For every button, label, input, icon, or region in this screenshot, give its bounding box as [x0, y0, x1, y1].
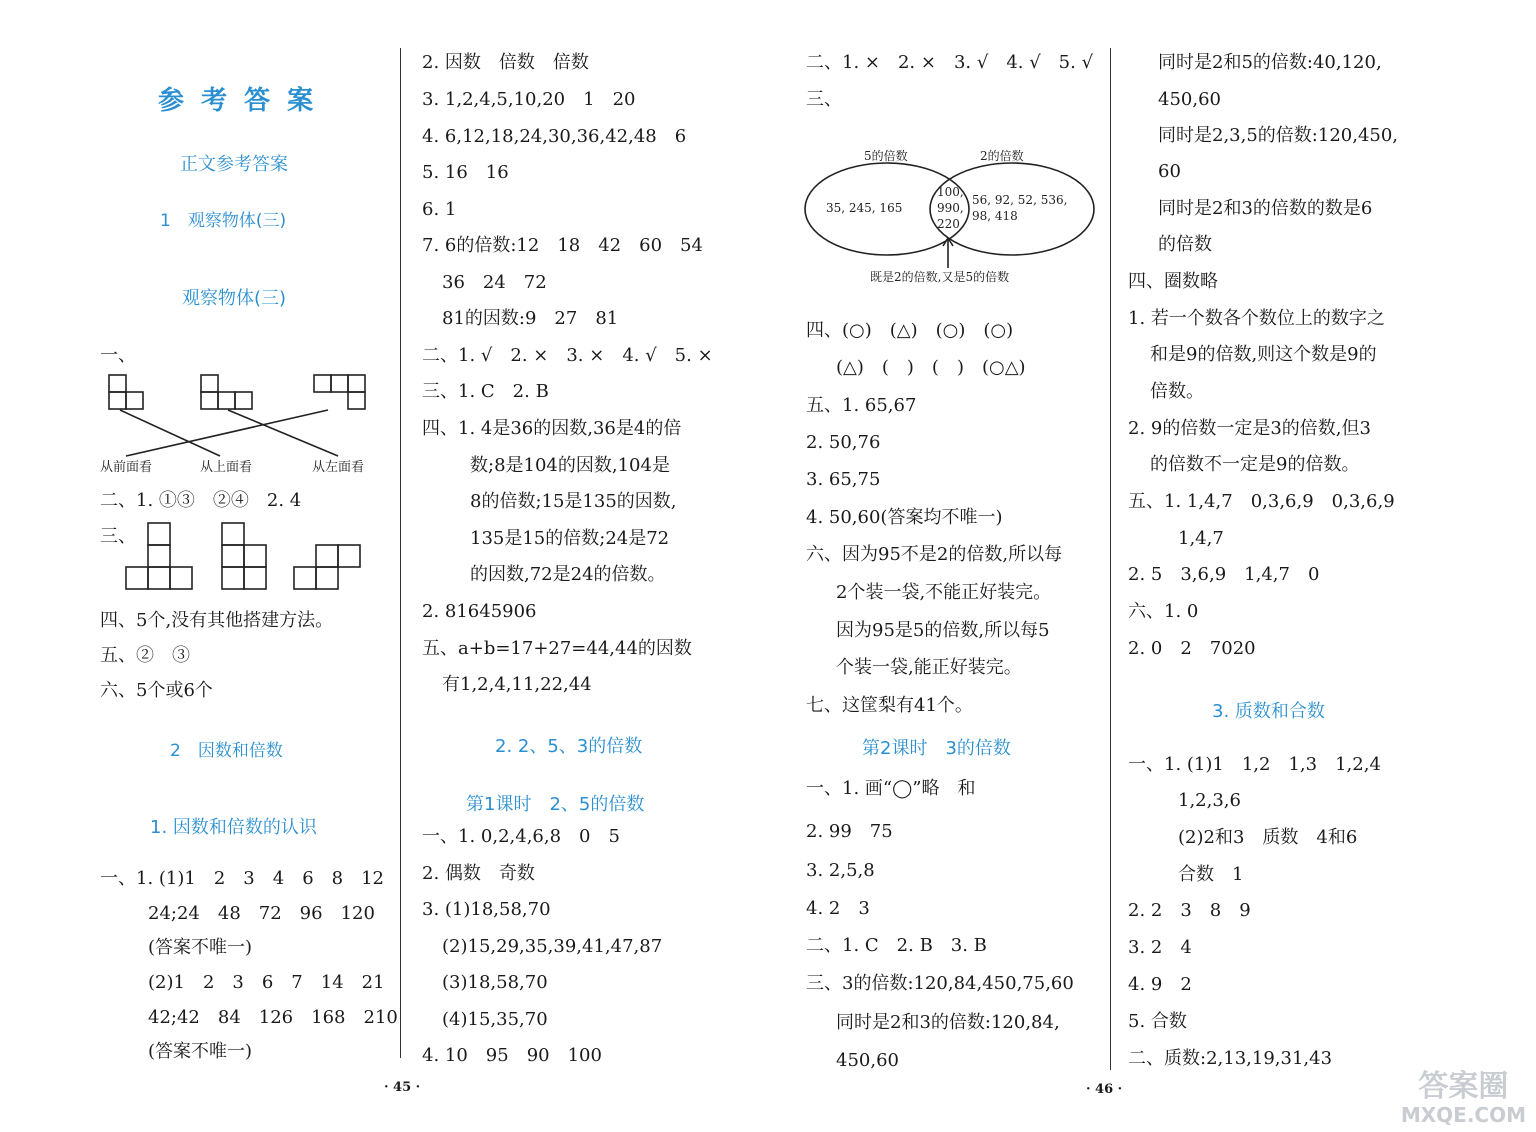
answer-line: 的因数,72是24的倍数。 [470, 564, 666, 585]
answer-line: 六、1. 0 [1128, 601, 1199, 622]
view-label-top: 从上面看 [200, 460, 253, 475]
lesson-heading-2-5: 第1课时 2、5的倍数 [466, 794, 645, 815]
answer-line: 2. 9的倍数一定是3的倍数,但3 [1128, 418, 1371, 439]
venn-right-only-1: 56, 92, 52, 536, [972, 193, 1068, 207]
answer-line: 2个装一袋,不能正好装完。 [836, 582, 1052, 603]
answer-line: 同时是2,3,5的倍数:120,450, [1158, 125, 1399, 146]
venn-label-right: 2的倍数 [980, 149, 1024, 163]
answer-line: (2)1 2 3 6 7 14 21 [148, 972, 385, 993]
lesson-heading-1: 观察物体(三) [182, 288, 287, 309]
answer-line: 1. 若一个数各个数位上的数字之 [1128, 308, 1385, 329]
answer-line: 4. 50,60(答案均不唯一) [806, 507, 1003, 528]
question-2: 二、1. ①③ ②④ 2. 4 [100, 490, 302, 511]
answer-line: 二、1. √ 2. × 3. × 4. √ 5. × [422, 345, 713, 366]
answer-line: 一、1. 画“◯”略 和 [806, 778, 976, 799]
venn-both-1: 100, [937, 185, 964, 199]
answer-line: 的倍数 [1158, 234, 1212, 255]
watermark-url: MXQE.COM [1400, 1103, 1526, 1127]
answer-line: 81的因数:9 27 81 [442, 308, 619, 329]
answer-line: (2)15,29,35,39,41,47,87 [442, 936, 663, 957]
answer-line: 二、1. × 2. × 3. √ 4. √ 5. √ [806, 52, 1094, 73]
question-4: 四、5个,没有其他搭建方法。 [100, 610, 334, 631]
cube-views-figure [120, 520, 380, 595]
page-number-left: · 45 · [384, 1080, 421, 1095]
view-label-front: 从前面看 [100, 460, 153, 475]
answer-line: 个装一袋,能正好装完。 [836, 657, 1022, 678]
answer-line: 因为95是5的倍数,所以每5 [836, 620, 1050, 641]
answer-line: 合数 1 [1178, 864, 1244, 885]
answer-line: 有1,2,4,11,22,44 [442, 674, 592, 695]
lesson-heading-2: 1. 因数和倍数的认识 [150, 817, 317, 838]
lesson-heading-3: 第2课时 3的倍数 [862, 738, 1011, 759]
question-5: 五、② ③ [100, 645, 190, 666]
answer-line: (答案不唯一) [148, 1041, 253, 1062]
answer-line: 2. 0 2 7020 [1128, 638, 1256, 659]
answer-line: 42;42 84 126 168 210 [148, 1007, 398, 1028]
answer-line: 2. 50,76 [806, 432, 881, 453]
answer-line: 一、1. 0,2,4,6,8 0 5 [422, 826, 620, 847]
answer-line: 和是9的倍数,则这个数是9的 [1150, 344, 1377, 365]
answer-line: 3. (1)18,58,70 [422, 899, 551, 920]
answer-line: 4. 9 2 [1128, 974, 1192, 995]
answer-line: 5. 16 16 [422, 162, 509, 183]
answer-line: 36 24 72 [442, 272, 547, 293]
venn-label-left: 5的倍数 [864, 149, 908, 163]
answer-line: 2. 5 3,6,9 1,4,7 0 [1128, 564, 1320, 585]
section-heading: 正文参考答案 [180, 154, 288, 175]
section-heading-prime: 3. 质数和合数 [1212, 701, 1325, 722]
answer-line: 五、a+b=17+27=44,44的因数 [422, 638, 692, 659]
answer-line: 450,60 [1158, 89, 1221, 110]
answer-line: 四、(○) (△) (○) (○) [806, 320, 1014, 341]
answer-line: 六、因为95不是2的倍数,所以每 [806, 544, 1063, 565]
answer-line: 7. 6的倍数:12 18 42 60 54 [422, 235, 703, 256]
answer-line: 3. 1,2,4,5,10,20 1 20 [422, 89, 636, 110]
answer-line: 1,4,7 [1178, 528, 1224, 549]
section-heading-2-5-3: 2. 2、5、3的倍数 [495, 736, 643, 757]
answer-line: 一、1. (1)1 2 3 4 6 8 12 [100, 868, 385, 889]
venn-both-3: 220 [937, 217, 960, 231]
answer-line: 60 [1158, 161, 1181, 182]
answer-line: 五、1. 65,67 [806, 395, 917, 416]
answer-line: 2. 2 3 8 9 [1128, 900, 1251, 921]
view-label-left: 从左面看 [312, 460, 365, 475]
answer-line: 数;8是104的因数,104是 [470, 455, 670, 476]
answer-line: 3. 65,75 [806, 469, 881, 490]
answer-line: 2. 因数 倍数 倍数 [422, 52, 589, 73]
venn-caption: 既是2的倍数,又是5的倍数 [870, 270, 1010, 284]
column-divider-1 [400, 48, 401, 1058]
venn-both-2: 990, [937, 201, 964, 215]
watermark-text: 答案圈 [1418, 1069, 1509, 1104]
answer-line: 8的倍数;15是135的因数, [470, 491, 677, 512]
answer-line: 3. 2,5,8 [806, 860, 875, 881]
answer-line: 24;24 48 72 96 120 [148, 903, 375, 924]
answer-line: 1,2,3,6 [1178, 790, 1241, 811]
venn-left-only: 35, 245, 165 [826, 201, 903, 215]
venn-right-only-2: 98, 418 [972, 209, 1018, 223]
page-number-right: · 46 · [1086, 1082, 1123, 1097]
answer-line: 三、1. C 2. B [422, 381, 549, 402]
question-6: 六、5个或6个 [100, 680, 213, 701]
answer-line: 三、 [806, 89, 842, 110]
watermark-logo [1401, 1070, 1526, 1126]
venn-diagram [800, 138, 1100, 288]
unit-heading-1: 1 观察物体(三) [160, 211, 287, 231]
answer-line: 135是15的倍数;24是72 [470, 528, 670, 549]
answer-line: 同时是2和5的倍数:40,120, [1158, 52, 1382, 73]
answer-line: 二、质数:2,13,19,31,43 [1128, 1048, 1333, 1069]
answer-line: 5. 合数 [1128, 1011, 1187, 1032]
answer-line: 同时是2和3的倍数的数是6 [1158, 198, 1373, 219]
answer-line: 七、这筐梨有41个。 [806, 695, 973, 716]
answer-line: 三、3的倍数:120,84,450,75,60 [806, 973, 1074, 994]
answer-line: 二、1. C 2. B 3. B [806, 935, 987, 956]
answer-line: 的倍数不一定是9的倍数。 [1150, 454, 1360, 475]
view-matching-figure [100, 368, 380, 478]
page-title: 参 考 答 案 [158, 86, 318, 116]
unit-heading-2: 2 因数和倍数 [170, 741, 283, 761]
answer-line: 倍数。 [1150, 381, 1204, 402]
answer-line: 同时是2和3的倍数:120,84, [836, 1012, 1060, 1033]
answer-line: 450,60 [836, 1050, 899, 1071]
column-divider-2 [1110, 48, 1111, 1070]
answer-line: (2)2和3 质数 4和6 [1178, 827, 1358, 848]
answer-line: 四、圈数略 [1128, 271, 1218, 292]
answer-line: 2. 99 75 [806, 821, 893, 842]
answer-line: 五、1. 1,4,7 0,3,6,9 0,3,6,9 [1128, 491, 1395, 512]
question-3-label: 三、 [100, 526, 136, 547]
answer-line: 4. 6,12,18,24,30,36,42,48 6 [422, 126, 687, 147]
answer-line: 3. 2 4 [1128, 937, 1192, 958]
answer-line: 6. 1 [422, 199, 457, 220]
answer-line: 一、1. (1)1 1,2 1,3 1,2,4 [1128, 754, 1381, 775]
answer-line: 4. 2 3 [806, 898, 870, 919]
answer-line: (4)15,35,70 [442, 1009, 548, 1030]
answer-line: 4. 10 95 90 100 [422, 1045, 602, 1066]
answer-line: (3)18,58,70 [442, 972, 548, 993]
answer-line: 2. 81645906 [422, 601, 537, 622]
answer-line: (答案不唯一) [148, 937, 253, 958]
question-1-label: 一、 [100, 345, 136, 366]
answer-line: 四、1. 4是36的因数,36是4的倍 [422, 418, 682, 439]
answer-line: (△) ( ) ( ) (○△) [836, 357, 1026, 378]
answer-line: 2. 偶数 奇数 [422, 863, 535, 884]
